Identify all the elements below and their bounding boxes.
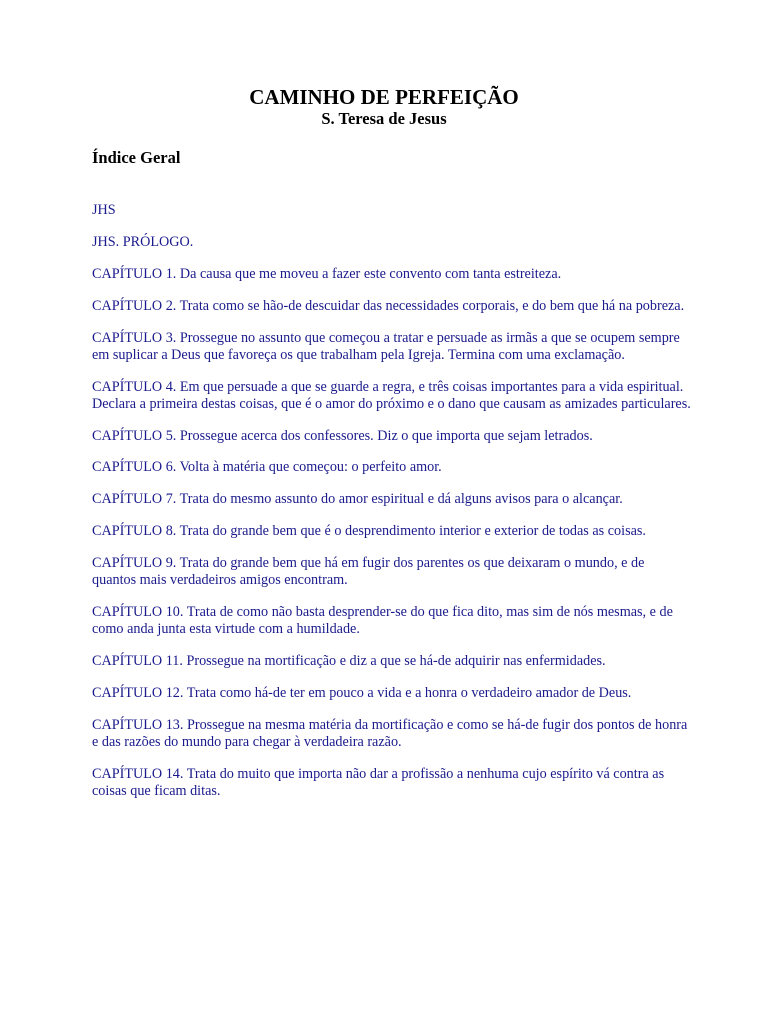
document-subtitle: S. Teresa de Jesus	[321, 109, 447, 128]
toc-item-capitulo-6[interactable]: CAPÍTULO 6. Volta à matéria que começou: o perfeito amor.	[92, 459, 442, 476]
toc-item-capitulo-5[interactable]: CAPÍTULO 5. Prossegue acerca dos confessores. Diz o que importa que sejam letrados.	[92, 427, 593, 444]
toc-item-capitulo-8[interactable]: CAPÍTULO 8. Trata do grande bem que é o desprendimento interior e exterior de todas as coisas.	[92, 523, 646, 540]
toc-item-capitulo-10[interactable]: CAPÍTULO 10. Trata de como não basta desprender-se do que fica dito, mas sim de nós mesmas, e de como anda junta esta virtude com a humildade.	[92, 604, 673, 638]
document-title: CAMINHO DE PERFEIÇÃO	[249, 85, 519, 109]
toc-item-capitulo-9[interactable]: CAPÍTULO 9. Trata do grande bem que há em fugir dos parentes os que deixaram o mundo, e de quantos mais verdadeiros amigos encontram.	[92, 555, 645, 589]
toc-item-capitulo-14[interactable]: CAPÍTULO 14. Trata do muito que importa não dar a profissão a nenhuma cujo espírito vá contra as coisas que ficam ditas.	[92, 765, 665, 799]
toc-item-capitulo-11[interactable]: CAPÍTULO 11. Prossegue na mortificação e diz a que se há-de adquirir nas enfermidades.	[92, 653, 606, 669]
toc-item-jhs[interactable]: JHS	[92, 202, 116, 218]
toc-item-prologo[interactable]: JHS. PRÓLOGO.	[92, 233, 194, 250]
toc-item-capitulo-13[interactable]: CAPÍTULO 13. Prossegue na mesma matéria da mortificação e como se há-de fugir dos pontos de honra e das razões do mundo para chegar à verdadeira razão.	[92, 716, 688, 750]
toc-item-capitulo-2[interactable]: CAPÍTULO 2. Trata como se hão-de descuidar das necessidades corporais, e do bem que há na pobreza.	[92, 297, 685, 314]
table-of-contents	[92, 202, 692, 815]
index-heading: Índice Geral	[92, 148, 181, 167]
toc-item-capitulo-12[interactable]: CAPÍTULO 12. Trata como há-de ter em pouco a vida e a honra o verdadeiro amador de Deus.	[92, 684, 632, 701]
toc-item-capitulo-1[interactable]: CAPÍTULO 1. Da causa que me moveu a fazer este convento com tanta estreiteza.	[92, 265, 562, 282]
toc-item-capitulo-4[interactable]: CAPÍTULO 4. Em que persuade a que se guarde a regra, e três coisas importantes para a vida espiritual. Declara a primeira destas coisas, que é o amor do próximo e o dano que causam as amizades particulares.	[92, 378, 691, 412]
toc-item-capitulo-7[interactable]: CAPÍTULO 7. Trata do mesmo assunto do amor espiritual e dá alguns avisos para o alcançar.	[92, 491, 623, 508]
toc-item-capitulo-3[interactable]: CAPÍTULO 3. Prossegue no assunto que começou a tratar e persuade as irmãs a que se ocupem sempre em suplicar a Deus que favoreça os que trabalham pela Igreja. Termina com uma exclamação.	[92, 329, 680, 363]
